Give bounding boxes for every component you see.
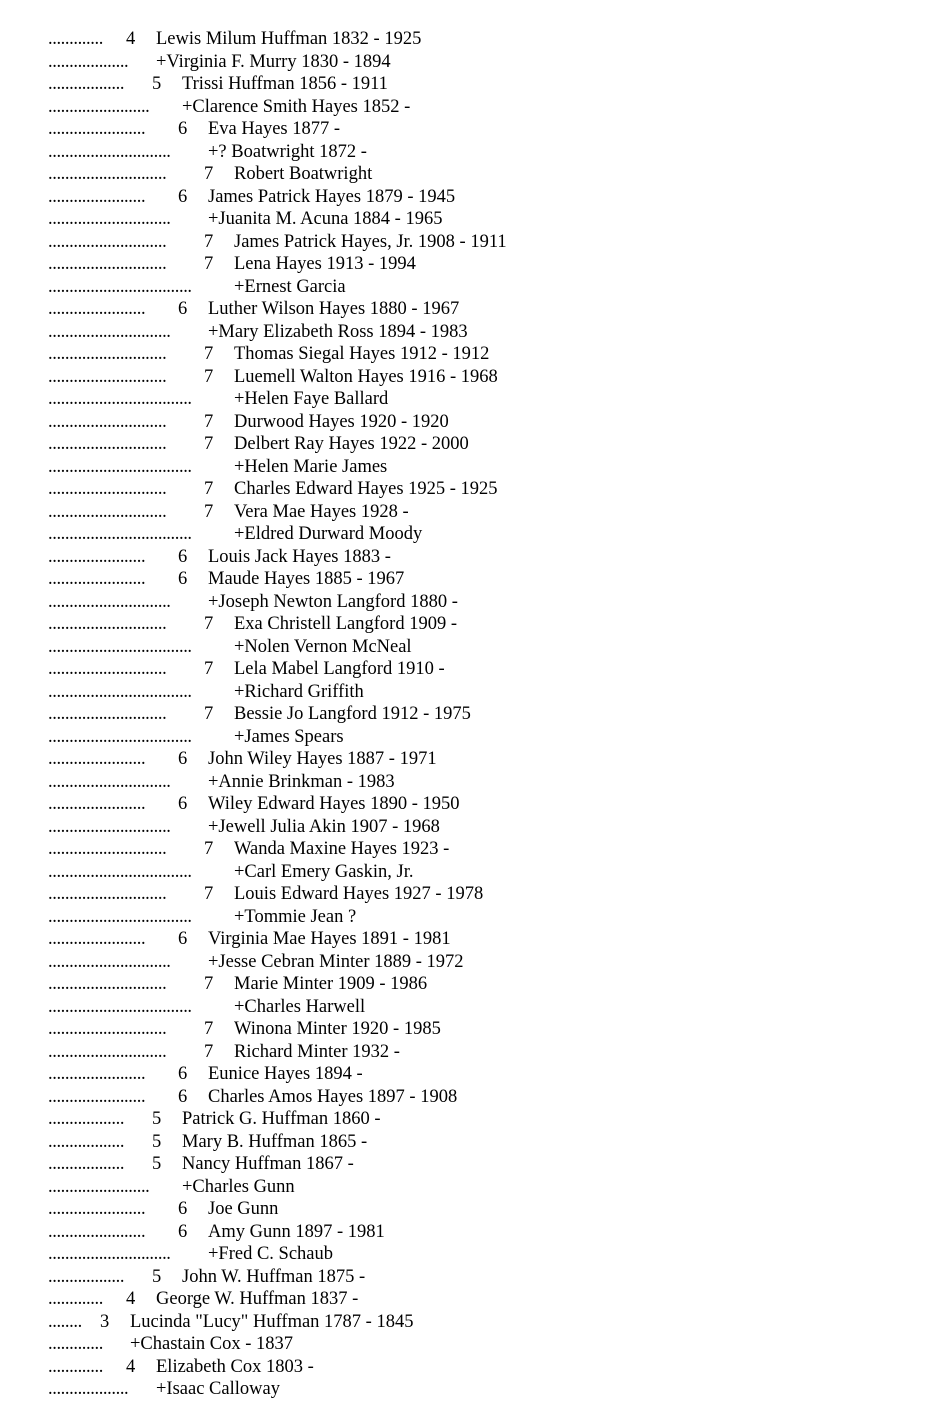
generation-number: 7: [204, 839, 214, 859]
spouse-name: +Richard Griffith: [234, 681, 364, 702]
generation-number: 7: [204, 231, 214, 252]
leader-dots: .......................: [48, 1221, 146, 1242]
spouse-name: +Carl Emery Gaskin, Jr.: [234, 861, 414, 882]
leader-dots: ..................................: [48, 906, 192, 927]
leader-dots: ............................: [48, 1041, 167, 1062]
generation-number: 6: [178, 1199, 188, 1219]
leader-dots: ............................: [48, 434, 167, 454]
leader-dots: .............: [48, 29, 103, 49]
leader-dots: ............................: [48, 884, 167, 904]
spouse-name: +Isaac Calloway: [156, 1379, 280, 1399]
generation-number: 7: [204, 704, 214, 724]
generation-number: 7: [204, 164, 214, 184]
generation-number: 7: [204, 659, 214, 679]
leader-dots: .......................: [48, 186, 146, 207]
spouse-name: +Charles Harwell: [234, 996, 366, 1017]
person-name: Richard Minter 1932 -: [234, 1041, 400, 1062]
generation-number: 7: [204, 884, 214, 904]
spouse-name: +Jewell Julia Akin 1907 - 1968: [208, 816, 440, 837]
spouse-name: +Tommie Jean ?: [234, 906, 357, 927]
leader-dots: ..................................: [48, 681, 192, 702]
generation-number: 7: [204, 1041, 214, 1062]
leader-dots: ..................: [48, 1154, 125, 1174]
leader-dots: ..................................: [48, 524, 192, 544]
leader-dots: ..................................: [48, 996, 192, 1017]
spouse-name: +Chastain Cox - 1837: [130, 1334, 294, 1354]
spouse-name: +Jesse Cebran Minter 1889 - 1972: [208, 951, 464, 972]
generation-number: 6: [178, 749, 188, 769]
spouse-name: +Virginia F. Murry 1830 - 1894: [156, 51, 391, 72]
generation-number: 7: [204, 614, 214, 634]
generation-number: 5: [152, 1266, 162, 1287]
person-name: Louis Edward Hayes 1927 - 1978: [234, 884, 484, 904]
leader-dots: ............................: [48, 1019, 167, 1039]
generation-number: 7: [204, 501, 214, 522]
spouse-name: +Juanita M. Acuna 1884 - 1965: [208, 209, 443, 229]
generation-number: 6: [178, 569, 188, 589]
spouse-name: +Nolen Vernon McNeal: [234, 636, 412, 657]
leader-dots: .............................: [48, 209, 171, 229]
leader-dots: .............: [48, 1356, 103, 1377]
generation-number: 5: [152, 1109, 162, 1129]
leader-dots: .......................: [48, 299, 146, 319]
person-name: Lela Mabel Langford 1910 -: [234, 659, 445, 679]
person-name: Delbert Ray Hayes 1922 - 2000: [234, 434, 469, 454]
leader-dots: ..................................: [48, 276, 192, 297]
spouse-name: +Clarence Smith Hayes 1852 -: [182, 96, 411, 117]
person-name: Joe Gunn: [208, 1199, 279, 1219]
generation-number: 4: [126, 1289, 136, 1309]
leader-dots: ............................: [48, 254, 167, 274]
person-name: Trissi Huffman 1856 - 1911: [182, 74, 388, 94]
leader-dots: .............................: [48, 951, 171, 972]
leader-dots: .............................: [48, 816, 171, 837]
leader-dots: ........................: [48, 96, 150, 117]
person-name: Eunice Hayes 1894 -: [208, 1064, 363, 1084]
leader-dots: ..................: [48, 1109, 125, 1129]
leader-dots: .......................: [48, 1199, 146, 1219]
generation-number: 6: [178, 299, 188, 319]
leader-dots: ........................: [48, 1176, 150, 1197]
leader-dots: ..................................: [48, 636, 192, 657]
generation-number: 7: [204, 254, 214, 274]
leader-dots: .............................: [48, 771, 171, 792]
person-name: Charles Amos Hayes 1897 - 1908: [208, 1086, 458, 1107]
person-name: Amy Gunn 1897 - 1981: [208, 1221, 385, 1242]
person-name: Wanda Maxine Hayes 1923 -: [234, 839, 450, 859]
leader-dots: ............................: [48, 366, 167, 387]
person-name: Robert Boatwright: [234, 164, 373, 184]
person-name: Lewis Milum Huffman 1832 - 1925: [156, 29, 422, 49]
generation-number: 6: [178, 186, 188, 207]
person-name: John W. Huffman 1875 -: [182, 1266, 366, 1287]
generation-number: 6: [178, 546, 188, 567]
person-name: Mary B. Huffman 1865 -: [182, 1131, 368, 1152]
person-name: Bessie Jo Langford 1912 - 1975: [234, 704, 471, 724]
spouse-name: +Charles Gunn: [182, 1176, 295, 1197]
leader-dots: .............................: [48, 321, 171, 342]
generation-number: 5: [152, 1154, 162, 1174]
leader-dots: .............................: [48, 591, 171, 612]
person-name: Virginia Mae Hayes 1891 - 1981: [208, 929, 451, 949]
person-name: Luther Wilson Hayes 1880 - 1967: [208, 299, 460, 319]
generation-number: 4: [126, 29, 136, 49]
leader-dots: .............................: [48, 141, 171, 162]
person-name: Lena Hayes 1913 - 1994: [234, 254, 416, 274]
person-name: Maude Hayes 1885 - 1967: [208, 569, 405, 589]
generation-number: 7: [204, 366, 214, 387]
leader-dots: ..................: [48, 1131, 125, 1152]
leader-dots: ............................: [48, 839, 167, 859]
person-name: John Wiley Hayes 1887 - 1971: [208, 749, 437, 769]
leader-dots: .............: [48, 1334, 103, 1354]
person-name: Marie Minter 1909 - 1986: [234, 974, 428, 994]
leader-dots: .......................: [48, 929, 146, 949]
leader-dots: .......................: [48, 569, 146, 589]
leader-dots: ..................................: [48, 389, 192, 409]
person-name: Exa Christell Langford 1909 -: [234, 614, 457, 634]
generation-number: 6: [178, 1086, 188, 1107]
generation-number: 6: [178, 1064, 188, 1084]
leader-dots: ...................: [48, 1379, 129, 1399]
leader-dots: .......................: [48, 119, 146, 139]
leader-dots: .......................: [48, 546, 146, 567]
generation-number: 6: [178, 119, 188, 139]
person-name: Charles Edward Hayes 1925 - 1925: [234, 479, 498, 499]
person-name: Lucinda "Lucy" Huffman 1787 - 1845: [130, 1311, 414, 1332]
leader-dots: ............................: [48, 704, 167, 724]
spouse-name: +Mary Elizabeth Ross 1894 - 1983: [208, 321, 468, 342]
spouse-name: +Helen Marie James: [234, 456, 388, 477]
person-name: Patrick G. Huffman 1860 -: [182, 1109, 381, 1129]
spouse-name: +Ernest Garcia: [234, 276, 346, 297]
person-name: Luemell Walton Hayes 1916 - 1968: [234, 366, 498, 387]
person-name: Durwood Hayes 1920 - 1920: [234, 411, 449, 432]
leader-dots: ............................: [48, 411, 167, 432]
person-name: Elizabeth Cox 1803 -: [156, 1356, 314, 1377]
person-name: Winona Minter 1920 - 1985: [234, 1019, 441, 1039]
leader-dots: ............................: [48, 164, 167, 184]
person-name: Louis Jack Hayes 1883 -: [208, 546, 391, 567]
person-name: Nancy Huffman 1867 -: [182, 1154, 354, 1174]
leader-dots: ...................: [48, 51, 129, 72]
spouse-name: +Helen Faye Ballard: [234, 389, 389, 409]
generation-number: 7: [204, 479, 214, 499]
generation-number: 7: [204, 974, 214, 994]
generation-number: 7: [204, 1019, 214, 1039]
leader-dots: ............................: [48, 659, 167, 679]
leader-dots: .............................: [48, 1244, 171, 1264]
spouse-name: +Joseph Newton Langford 1880 -: [208, 591, 458, 612]
generation-number: 3: [100, 1311, 110, 1332]
leader-dots: ............................: [48, 344, 167, 364]
leader-dots: ..................: [48, 74, 125, 94]
leader-dots: ..................................: [48, 726, 192, 747]
leader-dots: .......................: [48, 749, 146, 769]
leader-dots: ..................................: [48, 861, 192, 882]
person-name: Wiley Edward Hayes 1890 - 1950: [208, 794, 460, 814]
leader-dots: ..................................: [48, 456, 192, 477]
spouse-name: +James Spears: [234, 726, 344, 747]
generation-number: 7: [204, 411, 214, 432]
person-name: James Patrick Hayes, Jr. 1908 - 1911: [234, 231, 507, 252]
spouse-name: +Annie Brinkman - 1983: [208, 771, 395, 792]
generation-number: 7: [204, 434, 214, 454]
generation-number: 6: [178, 929, 188, 949]
spouse-name: +Eldred Durward Moody: [234, 524, 423, 544]
generation-number: 5: [152, 74, 162, 94]
leader-dots: ............................: [48, 974, 167, 994]
person-name: George W. Huffman 1837 -: [156, 1289, 359, 1309]
spouse-name: +Fred C. Schaub: [208, 1244, 334, 1264]
leader-dots: ............................: [48, 501, 167, 522]
person-name: Thomas Siegal Hayes 1912 - 1912: [234, 344, 490, 364]
leader-dots: ............................: [48, 614, 167, 634]
leader-dots: .......................: [48, 794, 146, 814]
generation-number: 7: [204, 344, 214, 364]
leader-dots: .............: [48, 1289, 103, 1309]
generation-number: 6: [178, 794, 188, 814]
leader-dots: ..................: [48, 1266, 125, 1287]
person-name: Eva Hayes 1877 -: [208, 119, 341, 139]
leader-dots: ............................: [48, 231, 167, 252]
generation-number: 5: [152, 1131, 162, 1152]
generation-number: 4: [126, 1356, 136, 1377]
leader-dots: .......................: [48, 1086, 146, 1107]
spouse-name: +? Boatwright 1872 -: [208, 141, 367, 162]
leader-dots: ........: [48, 1311, 82, 1332]
person-name: James Patrick Hayes 1879 - 1945: [208, 186, 456, 207]
generation-number: 6: [178, 1221, 188, 1242]
person-name: Vera Mae Hayes 1928 -: [234, 501, 409, 522]
leader-dots: .......................: [48, 1064, 146, 1084]
leader-dots: ............................: [48, 479, 167, 499]
